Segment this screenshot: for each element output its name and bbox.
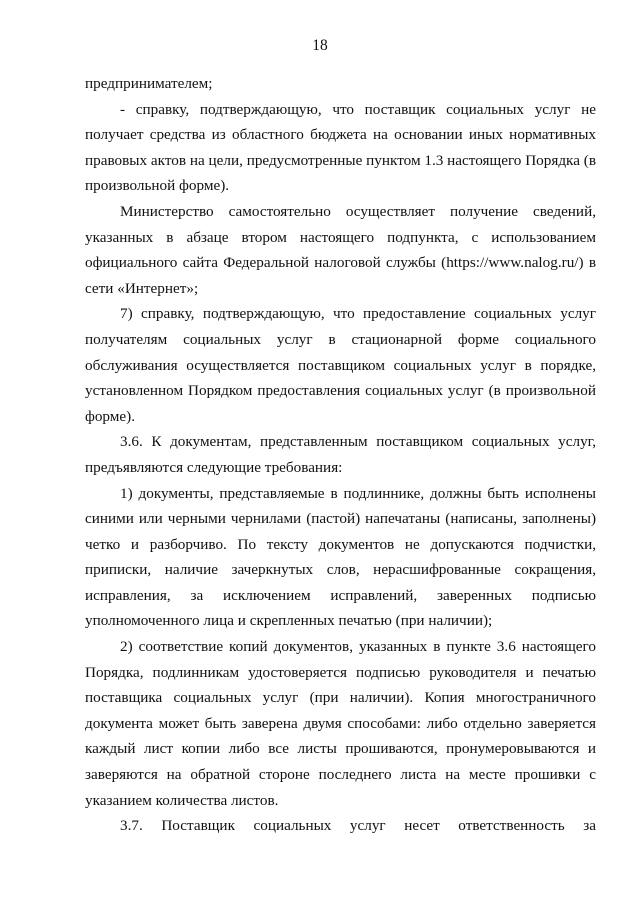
paragraph-continuation: предпринимателем;	[85, 75, 213, 92]
paragraph-section-3-6: 3.6. К документам, представленным поставщиком социальных услуг, предъявляются следующие требования:	[85, 433, 596, 476]
paragraph-item-7-certificate: 7) справку, подтверждающую, что предоставление социальных услуг получателям социальных услуг в стационарной форме социального обслуживания осуществляется поставщиком социальных услуг в порядке, установленном Порядком предоставления социальных услуг (в произвольной форме).	[85, 305, 596, 425]
paragraph-section-3-7: 3.7. Поставщик социальных услуг несет ответственность за	[120, 817, 596, 835]
page-number: 18	[312, 37, 328, 54]
paragraph-requirement-2: 2) соответствие копий документов, указанных в пункте 3.6 настоящего Порядка, подлинникам удостоверяется подписью руководителя и печатью поставщика социальных услуг (при наличии). Копия многостраничного документа может быть заверена двумя способами: либо отдельно заверяется каждый лист копии либо все листы прошиваются, пронумеровываются и заверяются на обратной стороне последнего листа на месте прошивки с указанием количества листов.	[85, 638, 596, 809]
paragraph-ministry-information-request: Министерство самостоятельно осуществляет получение сведений, указанных в абзаце втором настоящего подпункта, с использованием официального сайта Федеральной налоговой службы (https://www.nalog.ru/) в сети «Интернет»;	[85, 202, 596, 297]
document-body	[85, 71, 596, 839]
paragraph-certificate-no-regional-funds: - справку, подтверждающую, что поставщик социальных услуг не получает средства из областного бюджета на основании иных нормативных правовых актов на цели, предусмотренные пунктом 1.3 настоящего Порядка (в произвольной форме).	[85, 100, 596, 195]
paragraph-requirement-1: 1) документы, представляемые в подлиннике, должны быть исполнены синими или черными чернилами (пастой) напечатаны (написаны, заполнены) четко и разборчиво. По тексту документов не допускаются подчистки, приписки, наличие зачеркнутых слов, нерасшифрованные сокращения, исправления, за исключением исправлений, заверенных подписью уполномоченного лица и скрепленных печатью (при наличии);	[85, 484, 596, 630]
